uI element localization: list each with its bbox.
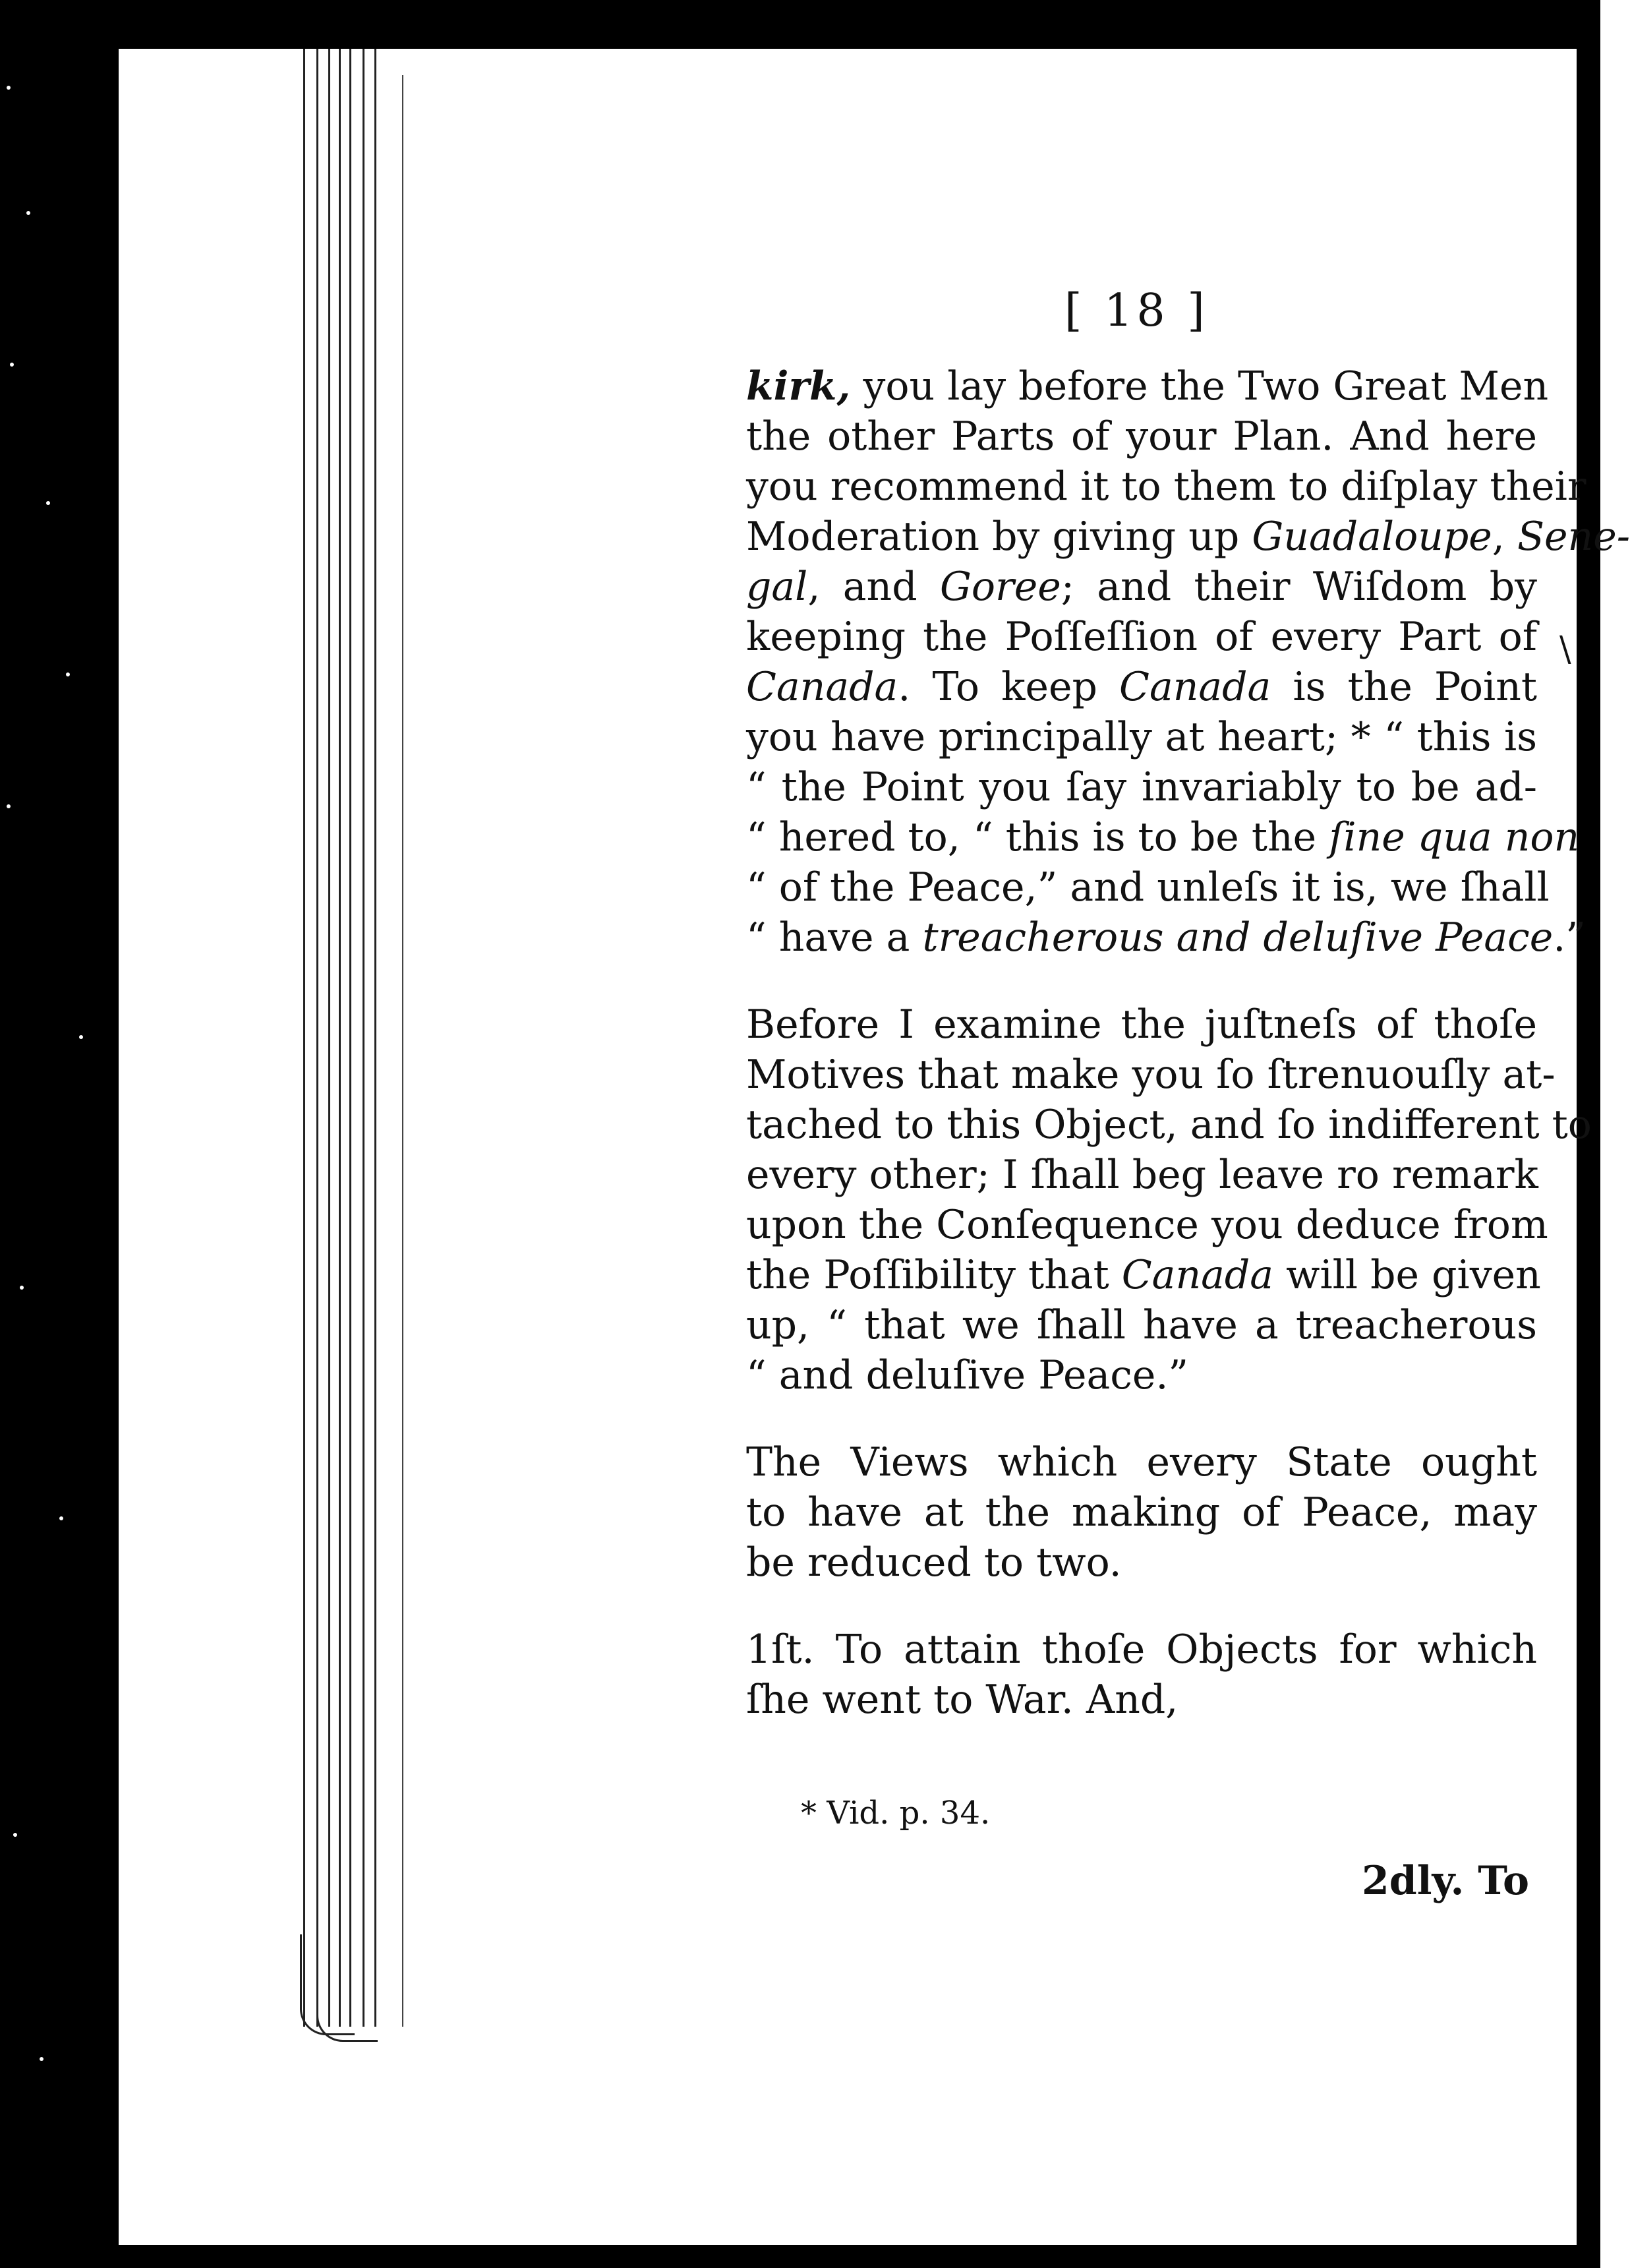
text-run: the Poſſibility that (746, 1252, 1122, 1298)
scan-speck (40, 2057, 44, 2061)
text-line (746, 662, 1537, 712)
text-run: treacherous and deluſive Peace (922, 914, 1554, 961)
margin-mark: \ (1559, 630, 1571, 669)
text-run: Guadaloupe (1252, 514, 1492, 560)
text-run: Canada (1119, 664, 1271, 710)
page-edge-line (374, 49, 376, 2027)
text-run: “ hered to, “ this is to be the (746, 814, 1329, 860)
scanner-border-left (0, 0, 119, 2268)
text-run: you lay before the Two Great Men (850, 363, 1549, 409)
scanner-border-bottom (0, 2245, 1600, 2268)
text-line (746, 1000, 1537, 1050)
text-run: “ of the Peace,” and unleſs it is, we ſhall (746, 864, 1550, 910)
text-run: Before I examine the juſtneſs of thoſe (746, 1001, 1537, 1048)
scan-speck (59, 1516, 63, 1520)
page-edge-line (316, 49, 318, 2027)
text-line (746, 1625, 1537, 1675)
text-run: the other Parts of your Plan. And here (746, 413, 1537, 460)
text-run: is the Point (1271, 664, 1537, 710)
text-run: gal (746, 564, 808, 610)
text-run: Moderation by giving up (746, 514, 1252, 560)
page-edge-line (363, 49, 364, 2027)
text-line (746, 762, 1537, 812)
text-run: to have at the making of Peace, may (746, 1489, 1537, 1536)
gutter-line (402, 75, 403, 2027)
text-run: The Views which every State ought (746, 1439, 1537, 1485)
text-run: , (1492, 514, 1517, 560)
catchword: 2dly. To (1362, 1858, 1530, 1904)
text-run: ſine qua non (1329, 814, 1580, 860)
text-line (746, 812, 1580, 862)
scanner-border-top (0, 0, 1600, 49)
text-line (746, 1250, 1541, 1300)
text-run: 1ſt. To attain thoſe Objects for which (746, 1626, 1537, 1673)
text-run: you have principally at heart; * “ this is (746, 714, 1537, 760)
page-edge-line (328, 49, 330, 2027)
text-run: up, “ that we ſhall have a treacherous (746, 1302, 1537, 1348)
paragraph-gap (746, 1588, 1537, 1625)
text-run: “ and deluſive Peace.” (746, 1352, 1189, 1398)
scan-speck (26, 211, 30, 215)
text-run: . To keep (898, 664, 1120, 710)
page-edge-line (339, 49, 341, 2027)
text-run: ; and their Wiſdom by (1061, 564, 1538, 610)
text-line (746, 562, 1537, 612)
text-line (746, 411, 1537, 462)
text-line (746, 1675, 1537, 1725)
text-line (746, 862, 1550, 912)
page-edge-line (349, 49, 351, 2027)
text-line (746, 1437, 1537, 1487)
text-line (746, 912, 1586, 963)
text-line (746, 1150, 1537, 1200)
footnote: * Vid. p. 34. (801, 1795, 991, 1832)
text-line (746, 1300, 1537, 1350)
page-edge-line (303, 49, 305, 2027)
text-run: ſhe went to War. And, (746, 1677, 1179, 1723)
text-line (746, 1100, 1592, 1150)
text-run: you recommend it to them to diſplay their (746, 463, 1586, 510)
scan-speck (46, 501, 50, 505)
text-run: be reduced to two. (746, 1539, 1122, 1586)
text-line (746, 1487, 1537, 1537)
text-run: Goree (939, 564, 1061, 610)
paragraph-gap (746, 963, 1537, 1000)
scan-speck (66, 672, 70, 676)
text-line (746, 612, 1537, 662)
text-run: upon the Conſequence you deduce from (746, 1202, 1548, 1248)
text-run: tached to this Object, and ſo indifferent to (746, 1102, 1592, 1148)
text-run: every other; I ſhall beg leave ro remark (746, 1152, 1538, 1198)
text-line (746, 512, 1630, 562)
text-line (746, 462, 1586, 512)
text-line (746, 1050, 1556, 1100)
text-run: Canada (1121, 1252, 1274, 1298)
text-run: Motives that make you ſo ſtrenuouſly at- (746, 1052, 1556, 1098)
text-run: Sene- (1517, 514, 1630, 560)
text-line (746, 361, 1549, 411)
body-text (746, 361, 1630, 1725)
text-run: keeping the Poſſeſſion of every Part of (746, 614, 1537, 660)
page-header: [ 18 ] (1064, 285, 1209, 337)
scan-speck (20, 1286, 24, 1290)
text-line (746, 1350, 1537, 1400)
text-run: Canada (746, 664, 898, 710)
text-line (746, 712, 1537, 762)
text-run: “ have a (746, 914, 923, 961)
scan-speck (7, 804, 11, 808)
scan-speck (13, 1833, 17, 1837)
scan-speck (7, 86, 11, 90)
text-run: , and (807, 564, 940, 610)
text-line (746, 1537, 1537, 1588)
text-run: “ the Point you ſay invariably to be ad- (746, 764, 1537, 810)
text-line (746, 1200, 1548, 1250)
paragraph-gap (746, 1400, 1537, 1437)
text-run: will be given (1273, 1252, 1541, 1298)
text-run: kirk, (746, 363, 851, 409)
scan-speck (79, 1035, 83, 1039)
scan-speck (10, 363, 14, 367)
text-run: .” (1553, 914, 1586, 961)
page-corner (316, 1948, 378, 2042)
